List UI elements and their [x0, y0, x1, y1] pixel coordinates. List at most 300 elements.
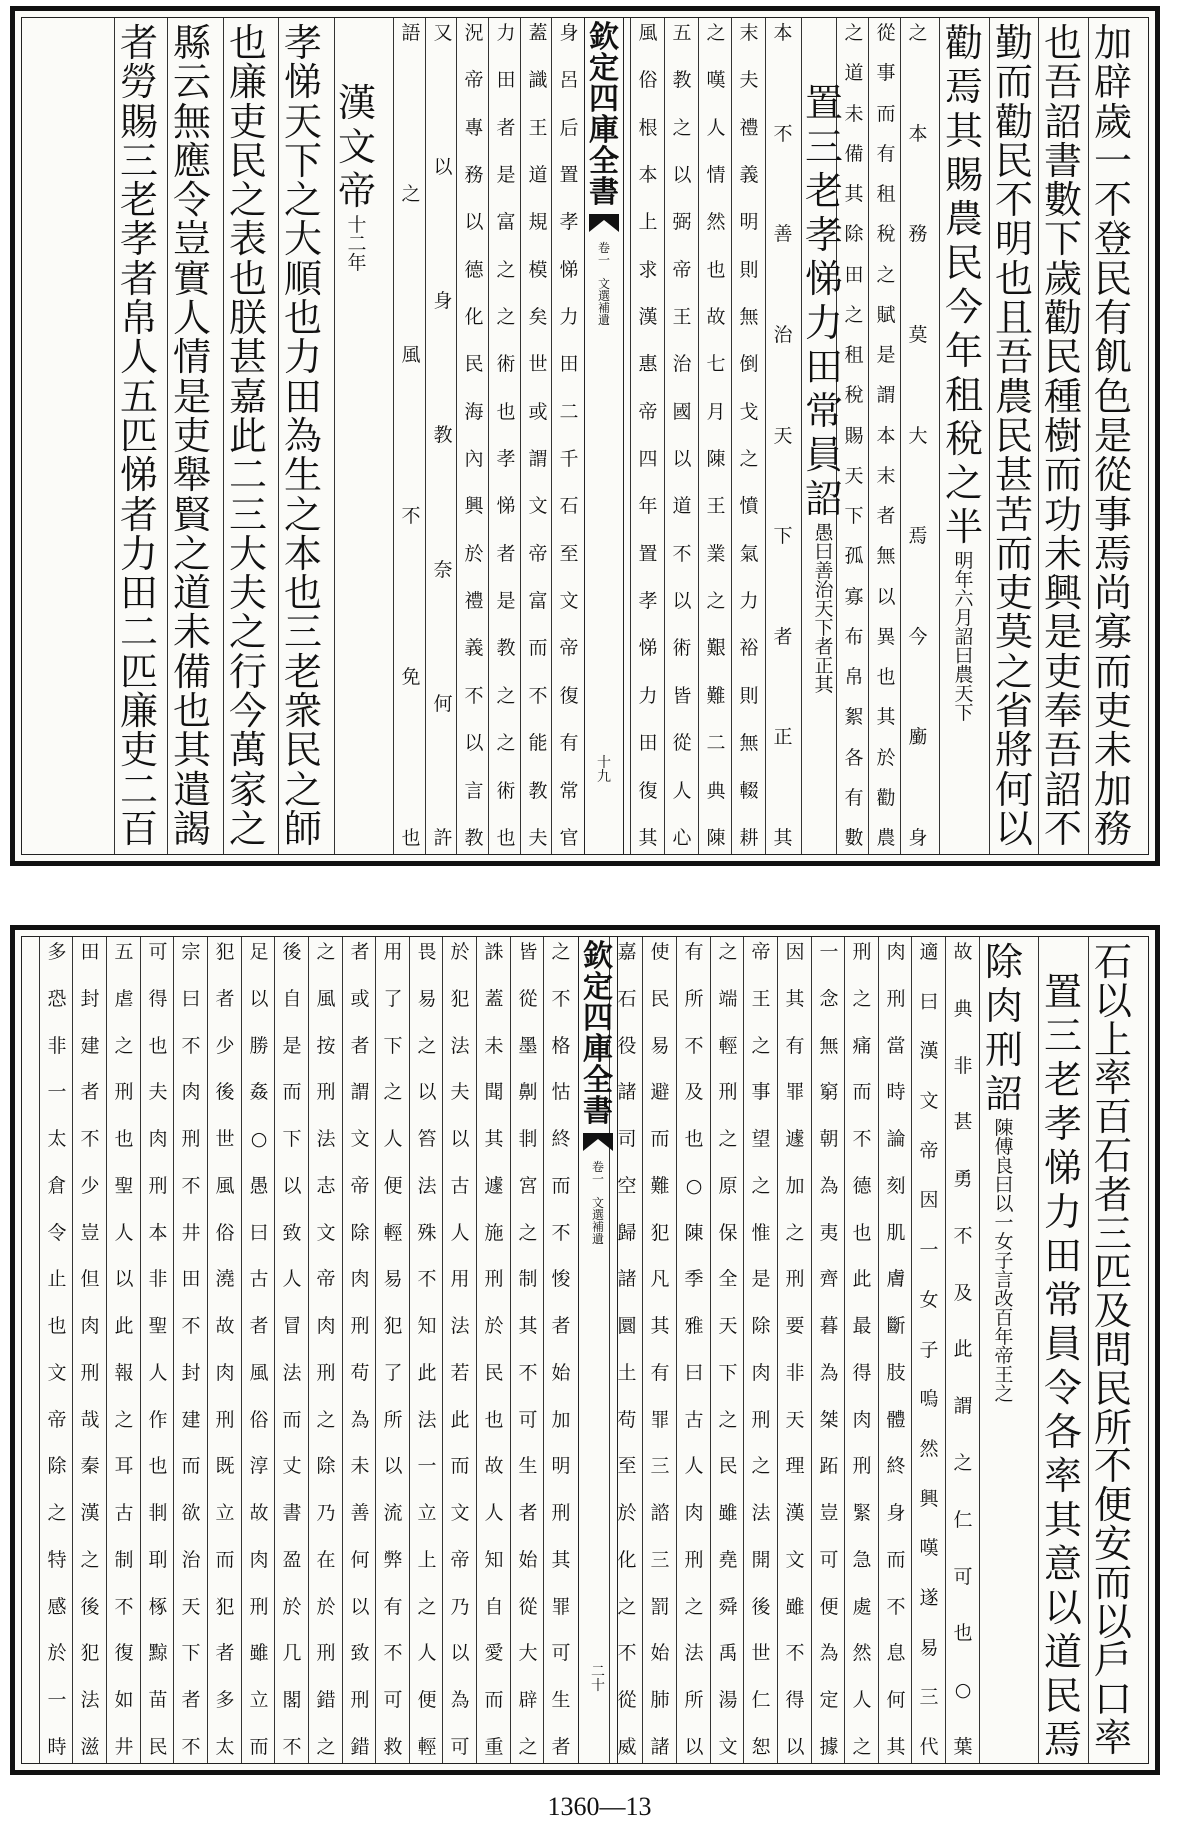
- glyph: 奉: [1043, 689, 1082, 734]
- glyph: 㢙: [908, 726, 928, 749]
- glyph: 且: [994, 296, 1033, 341]
- glyph: 行: [228, 649, 267, 694]
- glyph: 民: [1043, 1674, 1082, 1718]
- glyph: 風: [249, 1361, 269, 1384]
- glyph: 至: [617, 1455, 637, 1478]
- glyph: 二: [347, 233, 367, 255]
- top-column-8: [804, 24, 844, 848]
- glyph: 老: [283, 649, 322, 694]
- glyph: 無: [172, 99, 211, 144]
- glyph: 曰: [684, 1361, 704, 1384]
- glyph: 艱: [706, 637, 726, 660]
- glyph: 天: [814, 598, 834, 620]
- bottom-column-23: [277, 943, 307, 1757]
- glyph: 始: [518, 1548, 538, 1571]
- glyph: 便: [819, 1595, 839, 1618]
- column-rule: [731, 18, 732, 854]
- glyph: 加: [1093, 767, 1132, 812]
- glyph: 匹: [119, 413, 158, 458]
- glyph: 天: [718, 1315, 738, 1337]
- glyph: 五: [672, 22, 692, 44]
- glyph: 為: [450, 1689, 470, 1711]
- glyph: 可: [383, 1689, 403, 1711]
- glyph: 以: [433, 156, 453, 179]
- glyph: 刑: [350, 1689, 370, 1711]
- glyph: 刑: [684, 1548, 704, 1571]
- glyph: 也: [228, 256, 267, 301]
- glyph: 賜: [119, 99, 158, 144]
- glyph: 何: [886, 1689, 906, 1711]
- bottom-column-4: [948, 943, 978, 1757]
- glyph: 曰: [181, 987, 201, 1010]
- glyph: 語: [401, 22, 421, 44]
- glyph: 明: [551, 1455, 571, 1478]
- glyph: 規: [528, 211, 548, 234]
- folio-number: 二 十: [591, 1664, 605, 1694]
- top-column-23: [170, 21, 214, 851]
- glyph: 曰: [919, 990, 939, 1013]
- glyph: 悌: [559, 258, 579, 281]
- glyph: 皆: [518, 941, 538, 963]
- glyph: 人: [672, 779, 692, 802]
- glyph: 於: [617, 1502, 637, 1524]
- glyph: 業: [706, 542, 726, 565]
- glyph: 三: [228, 492, 267, 537]
- glyph: 蓋: [484, 987, 504, 1010]
- glyph: 施: [484, 1221, 504, 1244]
- glyph: 膚: [886, 1268, 906, 1291]
- glyph: 識: [528, 69, 548, 92]
- bottom-column-25: [210, 943, 240, 1757]
- glyph: 何: [433, 692, 453, 715]
- glyph: 不: [417, 1268, 437, 1291]
- glyph: 教: [464, 826, 484, 849]
- glyph: 苟: [350, 1361, 370, 1384]
- glyph: 之: [876, 263, 896, 286]
- glyph: 謂: [953, 1395, 973, 1418]
- glyph: 情: [172, 335, 211, 380]
- column-rule: [274, 937, 275, 1763]
- glyph: 保: [718, 1221, 738, 1244]
- glyph: 痛: [852, 1034, 872, 1057]
- glyph: 之: [518, 1735, 538, 1758]
- glyph: 錯: [350, 1735, 370, 1758]
- glyph: 聖: [114, 1174, 134, 1197]
- glyph: 湯: [718, 1689, 738, 1711]
- glyph: 若: [450, 1361, 470, 1384]
- glyph: 以: [1093, 978, 1132, 1023]
- glyph: 備: [172, 649, 211, 694]
- glyph: 各: [1043, 1410, 1082, 1454]
- glyph: 今: [908, 625, 928, 648]
- glyph: 令: [47, 1221, 67, 1244]
- glyph: 文: [785, 1548, 805, 1571]
- glyph: 季: [684, 1268, 704, 1291]
- glyph: 農: [994, 374, 1033, 419]
- glyph: 裕: [739, 637, 759, 660]
- glyph: 葉: [953, 1735, 973, 1758]
- glyph: 或: [528, 400, 548, 423]
- glyph: 之: [852, 987, 872, 1010]
- glyph: 帝: [337, 169, 376, 213]
- glyph: 治: [814, 579, 834, 601]
- column-rule: [664, 18, 665, 854]
- glyph: 然: [919, 1437, 939, 1460]
- glyph: 田: [283, 374, 322, 419]
- glyph: 可: [953, 1565, 973, 1588]
- glyph: 安: [1093, 1521, 1132, 1566]
- glyph: 歲: [1093, 99, 1132, 144]
- glyph: 剕: [148, 1502, 168, 1524]
- glyph: 道: [1043, 1630, 1082, 1674]
- glyph: 之: [114, 1408, 134, 1431]
- glyph: 法: [80, 1689, 100, 1711]
- bottom-column-10: [746, 943, 776, 1757]
- glyph: 不: [1093, 1444, 1132, 1489]
- glyph: 為: [819, 1361, 839, 1384]
- glyph: 吏: [1093, 689, 1132, 734]
- glyph: 帝: [751, 941, 771, 963]
- glyph: 不: [114, 1595, 134, 1618]
- bottom-column-9: [780, 943, 810, 1757]
- glyph: 下: [773, 525, 793, 548]
- glyph: 道: [672, 495, 692, 518]
- glyph: 井: [181, 1221, 201, 1244]
- glyph: 多: [47, 941, 67, 963]
- glyph: 后: [559, 116, 579, 139]
- glyph: 也: [684, 1128, 704, 1150]
- glyph: 之: [316, 941, 336, 963]
- bottom-column-11: [713, 943, 743, 1757]
- glyph: 宗: [181, 941, 201, 963]
- glyph: 所: [684, 987, 704, 1010]
- glyph: 異: [876, 625, 896, 648]
- glyph: 人: [484, 1502, 504, 1524]
- glyph: 此: [114, 1315, 134, 1337]
- glyph: 者: [80, 1081, 100, 1104]
- bottom-column-21: [345, 943, 375, 1757]
- glyph: 嘆: [706, 69, 726, 92]
- glyph: 力: [119, 531, 158, 576]
- glyph: 世: [751, 1642, 771, 1665]
- top-column-2: [1041, 21, 1085, 851]
- glyph: 其: [876, 706, 896, 729]
- volume-and-section: 卷 一 文 選 補 遺: [591, 1160, 604, 1246]
- glyph: 帝: [528, 542, 548, 565]
- glyph: 意: [1043, 1542, 1082, 1586]
- glyph: 帝: [919, 1139, 939, 1162]
- glyph: 義: [739, 164, 759, 187]
- glyph: 處: [852, 1595, 872, 1618]
- glyph: 應: [172, 138, 211, 183]
- glyph: 從: [876, 22, 896, 44]
- glyph: 乃: [450, 1595, 470, 1618]
- glyph: 田: [559, 353, 579, 376]
- glyph: 身: [908, 827, 928, 849]
- column-rule: [308, 937, 309, 1763]
- glyph: 恕: [751, 1735, 771, 1758]
- glyph: 務: [908, 223, 928, 246]
- glyph: 而: [876, 102, 896, 125]
- column-rule: [710, 937, 711, 1763]
- glyph: 王: [706, 495, 726, 518]
- glyph: 夫: [228, 571, 267, 616]
- column-rule: [698, 18, 699, 854]
- glyph: 之: [751, 1455, 771, 1478]
- glyph: 之: [718, 1128, 738, 1150]
- glyph: 難: [650, 1174, 670, 1197]
- glyph: 三: [119, 138, 158, 183]
- glyph: 刑: [785, 1268, 805, 1291]
- glyph: 勤: [994, 21, 1033, 65]
- glyph: 文: [316, 1221, 336, 1244]
- glyph: 使: [650, 941, 670, 963]
- glyph: 帛: [119, 296, 158, 341]
- glyph: 矣: [528, 306, 548, 329]
- glyph: 土: [617, 1361, 637, 1384]
- glyph: 以: [350, 1595, 370, 1618]
- glyph: 因: [785, 941, 805, 963]
- glyph: 詔: [1043, 767, 1082, 812]
- glyph: 吏: [228, 99, 267, 144]
- glyph: 肢: [886, 1361, 906, 1384]
- glyph: 十: [347, 214, 367, 236]
- glyph: 下: [383, 1034, 403, 1057]
- glyph: 文: [47, 1361, 67, 1384]
- glyph: 匹: [1093, 1250, 1132, 1295]
- glyph: 遣: [172, 767, 211, 812]
- glyph: 刑: [984, 1028, 1023, 1072]
- glyph: 禹: [718, 1642, 738, 1665]
- glyph: 俗: [215, 1221, 235, 1244]
- glyph: 犯: [650, 1221, 670, 1244]
- glyph: 正: [814, 655, 834, 677]
- glyph: 一: [47, 1689, 67, 1711]
- book-spine-label: [584, 18, 624, 854]
- glyph: 夫: [528, 826, 548, 849]
- glyph: 力: [1043, 1190, 1082, 1234]
- glyph: 者: [814, 636, 834, 658]
- glyph: 而: [528, 637, 548, 660]
- glyph: 帝: [350, 1174, 370, 1197]
- glyph: 復: [114, 1642, 134, 1665]
- glyph: 易: [417, 987, 437, 1010]
- glyph: 恐: [47, 987, 67, 1010]
- glyph: 非: [785, 1361, 805, 1384]
- glyph: 流: [383, 1502, 403, 1524]
- glyph: 百: [1093, 1095, 1132, 1140]
- glyph: 言: [994, 1269, 1014, 1291]
- glyph: 之: [551, 941, 571, 963]
- glyph: 或: [350, 987, 370, 1010]
- glyph: 復: [638, 779, 658, 802]
- glyph: 戈: [739, 400, 759, 423]
- glyph: 苗: [148, 1689, 168, 1711]
- glyph: 之: [283, 767, 322, 812]
- glyph: 而: [1093, 649, 1132, 694]
- glyph: 此: [417, 1361, 437, 1384]
- glyph: 寡: [844, 585, 864, 608]
- glyph: 制: [114, 1548, 134, 1571]
- glyph: 非: [148, 1268, 168, 1291]
- page-panel-top: [10, 6, 1160, 866]
- glyph: 謂: [876, 384, 896, 407]
- glyph: 原: [718, 1174, 738, 1197]
- glyph: 教: [672, 69, 692, 92]
- glyph: 德: [464, 258, 484, 281]
- glyph: 一: [417, 1455, 437, 1478]
- glyph: 老: [1043, 1058, 1082, 1102]
- glyph: 女: [919, 1288, 939, 1311]
- glyph: 法: [450, 1034, 470, 1057]
- glyph: 便: [1093, 1483, 1132, 1528]
- glyph: 法: [751, 1502, 771, 1524]
- glyph: 丈: [282, 1455, 302, 1478]
- glyph: 劓: [518, 1081, 538, 1104]
- glyph: 法: [417, 1174, 437, 1197]
- glyph: 之: [944, 461, 983, 505]
- glyph: 未: [350, 1455, 370, 1478]
- column-rule: [442, 937, 443, 1763]
- glyph: 有: [559, 732, 579, 755]
- glyph: 也: [994, 256, 1033, 301]
- glyph: 遽: [785, 1128, 805, 1150]
- glyph: 有: [650, 1361, 670, 1384]
- glyph: 吏: [994, 571, 1033, 616]
- glyph: 萬: [228, 728, 267, 773]
- glyph: 之: [496, 258, 516, 281]
- glyph: 民: [148, 1735, 168, 1758]
- glyph: 能: [528, 732, 548, 755]
- glyph: 常: [559, 779, 579, 802]
- glyph: 吾: [1043, 60, 1082, 105]
- glyph: 重: [484, 1735, 504, 1758]
- column-rule: [642, 937, 643, 1763]
- glyph: 將: [994, 728, 1033, 773]
- glyph: 以: [684, 1735, 704, 1758]
- glyph: 勸: [994, 99, 1033, 144]
- glyph: 秦: [80, 1455, 100, 1478]
- glyph: 刑: [316, 1642, 336, 1665]
- glyph: 犯: [80, 1642, 100, 1665]
- glyph: 是: [496, 164, 516, 187]
- glyph: 明: [954, 550, 974, 572]
- glyph: 適: [919, 941, 939, 963]
- glyph: 賢: [172, 492, 211, 537]
- glyph: 帛: [844, 666, 864, 688]
- glyph: 肉: [148, 1128, 168, 1150]
- glyph: 殊: [417, 1221, 437, 1244]
- glyph: 詔: [954, 626, 974, 648]
- glyph: 勝: [249, 1034, 269, 1057]
- glyph: 而: [450, 1455, 470, 1478]
- glyph: 吾: [994, 335, 1033, 380]
- glyph: 笞: [417, 1128, 437, 1150]
- glyph: 民: [283, 728, 322, 773]
- glyph: 常: [804, 389, 843, 433]
- glyph: 登: [1093, 217, 1132, 262]
- volume-and-section: 卷 一 文 選 補 遺: [597, 241, 610, 327]
- glyph: 治: [672, 353, 692, 376]
- glyph: 無: [739, 732, 759, 755]
- glyph: ○: [250, 1128, 268, 1150]
- glyph: 之: [718, 1408, 738, 1431]
- glyph: 農: [876, 827, 896, 849]
- glyph: 以: [1043, 1586, 1082, 1630]
- glyph: 故: [706, 306, 726, 329]
- glyph: 又: [433, 22, 453, 44]
- glyph: 誅: [484, 941, 504, 963]
- glyph: 為: [819, 1174, 839, 1197]
- glyph: 開: [751, 1548, 771, 1571]
- glyph: 曰: [249, 1221, 269, 1244]
- glyph: 而: [181, 1455, 201, 1478]
- glyph: 俗: [249, 1408, 269, 1431]
- bottom-column-7: [847, 943, 877, 1757]
- glyph: 大: [283, 217, 322, 262]
- glyph: 刑: [80, 1361, 100, 1384]
- glyph: 事: [751, 1081, 771, 1104]
- glyph: 不: [551, 1221, 571, 1244]
- glyph: 帝: [994, 1345, 1014, 1367]
- glyph: 終: [551, 1128, 571, 1150]
- glyph: 罪: [785, 1081, 805, 1104]
- glyph: 是: [496, 590, 516, 613]
- glyph: 有: [684, 941, 704, 963]
- glyph: 焉: [1093, 531, 1132, 576]
- glyph: 帝: [559, 637, 579, 660]
- glyph: 以: [994, 1193, 1014, 1215]
- glyph: 道: [844, 62, 864, 85]
- glyph: 息: [886, 1642, 906, 1665]
- column-rule: [811, 937, 812, 1763]
- glyph: 民: [464, 353, 484, 376]
- glyph: 下: [954, 702, 974, 724]
- glyph: 跖: [819, 1455, 839, 1478]
- glyph: 天: [844, 464, 864, 487]
- glyph: 立: [215, 1502, 235, 1524]
- glyph: 之: [844, 22, 864, 44]
- glyph: 之: [751, 1034, 771, 1057]
- glyph: 民: [944, 241, 983, 285]
- glyph: 聖: [148, 1315, 168, 1337]
- glyph: 除: [350, 1221, 370, 1244]
- glyph: 是: [282, 1034, 302, 1057]
- glyph: 甚: [228, 335, 267, 380]
- glyph: 老: [804, 169, 843, 213]
- glyph: ○: [954, 1679, 972, 1702]
- glyph: 堯: [718, 1548, 738, 1571]
- glyph: 之: [751, 1174, 771, 1197]
- glyph: 淳: [249, 1455, 269, 1478]
- glyph: 人: [172, 296, 211, 341]
- glyph: 犯: [215, 941, 235, 963]
- glyph: 而: [650, 1128, 670, 1150]
- glyph: 夫: [450, 1081, 470, 1104]
- glyph: 風: [316, 987, 336, 1010]
- glyph: 善: [350, 1502, 370, 1524]
- glyph: 足: [249, 941, 269, 963]
- glyph: 人: [417, 1642, 437, 1665]
- column-rule: [409, 937, 410, 1763]
- glyph: 二: [119, 767, 158, 812]
- glyph: 是: [1093, 413, 1132, 458]
- glyph: 輟: [739, 779, 759, 802]
- glyph: 刑: [350, 1315, 370, 1337]
- glyph: 則: [739, 684, 759, 707]
- glyph: 虐: [114, 987, 134, 1010]
- glyph: 之: [47, 1502, 67, 1524]
